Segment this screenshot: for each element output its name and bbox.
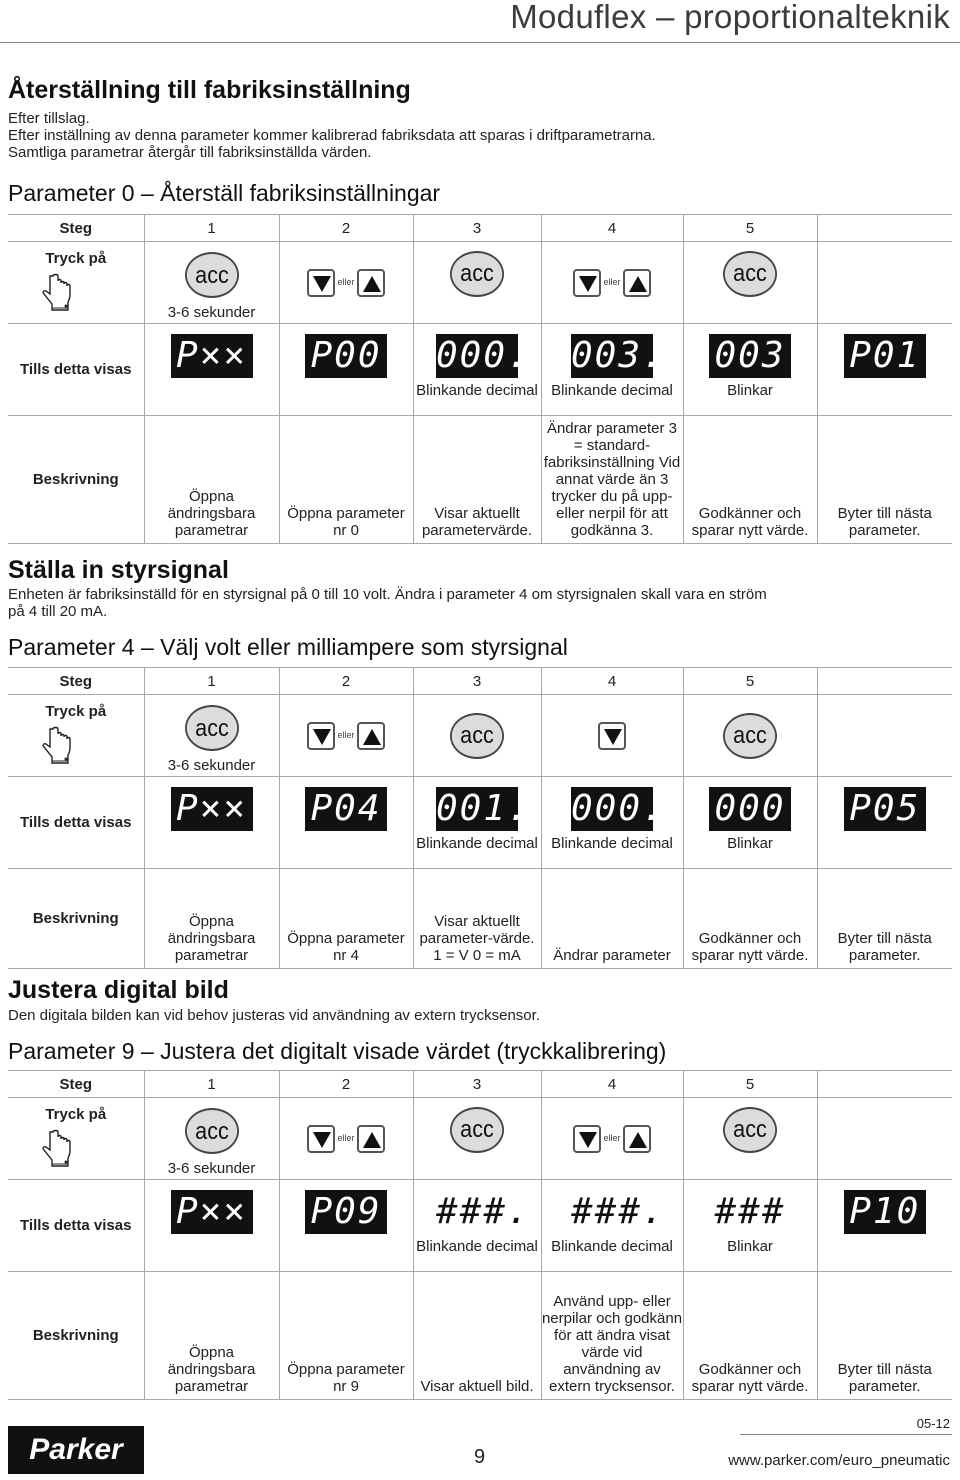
down-arrow-button[interactable] — [307, 1125, 335, 1153]
page-number: 9 — [474, 1446, 486, 1468]
down-arrow-icon — [312, 274, 332, 294]
display-caption: Blinkar — [727, 382, 773, 399]
step-number: 1 — [144, 668, 279, 695]
display-caption: Blinkande decimal — [416, 835, 538, 852]
up-arrow-icon — [628, 274, 648, 294]
acc-button[interactable]: acc — [723, 713, 777, 759]
parameter-title: Parameter 0 – Återställ fabriksinställningar — [8, 180, 441, 206]
down-arrow-button[interactable] — [598, 722, 626, 750]
step-number: 4 — [541, 215, 683, 242]
step-number: 2 — [279, 215, 413, 242]
led-display: 000 — [709, 787, 791, 831]
step-description: Ändrar parameter — [541, 869, 683, 969]
step-description: Öppna parameter nr 9 — [279, 1272, 413, 1400]
up-arrow-button[interactable] — [623, 269, 651, 297]
led-display: 003 — [709, 334, 791, 378]
step-number: 2 — [279, 1071, 413, 1098]
display-caption: Blinkande decimal — [551, 835, 673, 852]
display-caption: Blinkande decimal — [416, 1238, 538, 1255]
acc-button[interactable]: acc — [185, 252, 239, 298]
acc-button[interactable]: acc — [450, 713, 504, 759]
tryck-label: Tryck på — [45, 703, 107, 720]
section-heading: Återställning till fabriksinställning — [8, 76, 411, 104]
led-display: P01 — [844, 334, 926, 378]
acc-button[interactable]: acc — [450, 251, 504, 297]
led-display: 000. — [436, 335, 531, 376]
display-caption: Blinkande decimal — [551, 1238, 673, 1255]
paragraph-line: på 4 till 20 mA. — [8, 603, 108, 620]
display-caption: Blinkar — [727, 835, 773, 852]
parker-logo: Parker — [8, 1426, 144, 1474]
step-description: Godkänner och sparar nytt värde. — [683, 869, 817, 969]
step-description: Byter till nästa parameter. — [817, 1272, 952, 1400]
website-url: www.parker.com/euro_pneumatic — [728, 1452, 950, 1469]
parameter-4-table — [8, 667, 952, 969]
step-number: 5 — [683, 668, 817, 695]
step-description: Använd upp- eller nerpilar och godkänn för att ändra visat värde vid användning av extern trycksensor. — [541, 1272, 683, 1400]
header-rule — [0, 42, 960, 43]
hold-duration: 3-6 sekunder — [167, 757, 256, 774]
step-description: Visar aktuellt parametervärde. — [413, 416, 541, 544]
acc-button[interactable]: acc — [185, 705, 239, 751]
step-description: Ändrar parameter 3 = standard-fabriksinställning Vid annat värde än 3 trycker du på upp- eller nerpil för att godkänna 3. — [541, 416, 683, 544]
led-display: P04 — [305, 787, 387, 831]
up-arrow-button[interactable] — [357, 722, 385, 750]
steg-label: Steg — [8, 668, 144, 695]
step-number: 2 — [279, 668, 413, 695]
led-display: P×× — [171, 787, 253, 831]
hand-pointer-icon — [42, 1128, 76, 1168]
led-display: ### — [709, 1190, 791, 1234]
hand-pointer-icon — [42, 272, 76, 312]
or-label: eller — [337, 730, 355, 740]
step-number: 3 — [413, 215, 541, 242]
or-label: eller — [337, 277, 355, 287]
acc-button[interactable]: acc — [723, 251, 777, 297]
parameter-9-table — [8, 1070, 952, 1400]
up-arrow-icon — [362, 1130, 382, 1150]
step-number: 3 — [413, 668, 541, 695]
led-display: ###. — [571, 1191, 666, 1232]
step-description: Byter till nästa parameter. — [817, 416, 952, 544]
paragraph-line: Samtliga parametrar återgår till fabriksinställda värden. — [8, 144, 372, 161]
tryck-label: Tryck på — [45, 1106, 107, 1123]
date-code: 05-12 — [916, 1416, 950, 1431]
led-display: 000. — [571, 788, 666, 829]
up-arrow-icon — [362, 274, 382, 294]
led-display: P×× — [171, 1190, 253, 1234]
hold-duration: 3-6 sekunder — [167, 1160, 256, 1177]
display-caption: Blinkar — [727, 1238, 773, 1255]
section-heading: Ställa in styrsignal — [8, 556, 229, 584]
led-display: 003. — [571, 335, 666, 376]
hold-duration: 3-6 sekunder — [167, 304, 256, 321]
parameter-title: Parameter 9 – Justera det digitalt visade värdet (tryckkalibrering) — [8, 1038, 667, 1064]
step-description: Godkänner och sparar nytt värde. — [683, 416, 817, 544]
hand-pointer-icon — [42, 725, 76, 765]
down-arrow-icon — [312, 1130, 332, 1150]
step-description: Öppna parameter nr 0 — [279, 416, 413, 544]
or-label: eller — [603, 1133, 621, 1143]
down-arrow-button[interactable] — [307, 269, 335, 297]
down-arrow-icon — [603, 727, 623, 747]
section-heading: Justera digital bild — [8, 976, 229, 1004]
down-arrow-icon — [578, 1130, 598, 1150]
led-display: ###. — [436, 1191, 531, 1232]
led-display: P10 — [844, 1190, 926, 1234]
step-description: Godkänner och sparar nytt värde. — [683, 1272, 817, 1400]
acc-button[interactable]: acc — [723, 1107, 777, 1153]
beskrivning-label: Beskrivning — [8, 416, 144, 544]
step-number: 5 — [683, 215, 817, 242]
parameter-0-table — [8, 214, 952, 544]
steg-label: Steg — [8, 1071, 144, 1098]
led-display: P×× — [171, 334, 253, 378]
up-arrow-button[interactable] — [357, 269, 385, 297]
or-label: eller — [603, 277, 621, 287]
tryck-label: Tryck på — [45, 250, 107, 267]
step-description: Öppna ändringsbara parametrar — [144, 869, 279, 969]
down-arrow-icon — [312, 727, 332, 747]
step-description: Öppna ändringsbara parametrar — [144, 1272, 279, 1400]
beskrivning-label: Beskrivning — [8, 869, 144, 969]
step-number: 1 — [144, 1071, 279, 1098]
step-number: 4 — [541, 668, 683, 695]
led-display: P09 — [305, 1190, 387, 1234]
display-caption: Blinkande decimal — [551, 382, 673, 399]
tills-label: Tills detta visas — [8, 324, 144, 416]
step-number: 4 — [541, 1071, 683, 1098]
step-description: Öppna parameter nr 4 — [279, 869, 413, 969]
step-description: Byter till nästa parameter. — [817, 869, 952, 969]
document-title: Moduflex – proportionalteknik — [510, 0, 950, 35]
led-display: P00 — [305, 334, 387, 378]
step-description: Visar aktuellt parameter-värde. 1 = V 0 = mA — [413, 869, 541, 969]
step-number: 5 — [683, 1071, 817, 1098]
up-arrow-button[interactable] — [357, 1125, 385, 1153]
down-arrow-button[interactable] — [573, 269, 601, 297]
paragraph-line: Efter inställning av denna parameter kommer kalibrerad fabriksdata att sparas i driftparametrarna. — [8, 127, 656, 144]
step-description: Öppna ändringsbara parametrar — [144, 416, 279, 544]
paragraph-line: Den digitala bilden kan vid behov justeras vid användning av extern trycksensor. — [8, 1007, 540, 1024]
led-display: P05 — [844, 787, 926, 831]
beskrivning-label: Beskrivning — [8, 1272, 144, 1400]
tills-label: Tills detta visas — [8, 777, 144, 869]
display-caption: Blinkande decimal — [416, 382, 538, 399]
paragraph-line: Efter tillslag. — [8, 110, 90, 127]
parameter-title: Parameter 4 – Välj volt eller milliampere som styrsignal — [8, 634, 568, 660]
up-arrow-button[interactable] — [623, 1125, 651, 1153]
down-arrow-button[interactable] — [573, 1125, 601, 1153]
down-arrow-button[interactable] — [307, 722, 335, 750]
down-arrow-icon — [578, 274, 598, 294]
up-arrow-icon — [362, 727, 382, 747]
steg-label: Steg — [8, 215, 144, 242]
step-number: 1 — [144, 215, 279, 242]
step-description: Visar aktuell bild. — [413, 1272, 541, 1400]
or-label: eller — [337, 1133, 355, 1143]
paragraph-line: Enheten är fabriksinställd för en styrsignal på 0 till 10 volt. Ändra i parameter 4 om styrsignalen skall vara en ström — [8, 586, 767, 603]
tills-label: Tills detta visas — [8, 1180, 144, 1272]
step-number: 3 — [413, 1071, 541, 1098]
acc-button[interactable]: acc — [450, 1107, 504, 1153]
acc-button[interactable]: acc — [185, 1108, 239, 1154]
led-display: 001. — [436, 788, 531, 829]
up-arrow-icon — [628, 1130, 648, 1150]
footer-rule — [740, 1434, 952, 1435]
